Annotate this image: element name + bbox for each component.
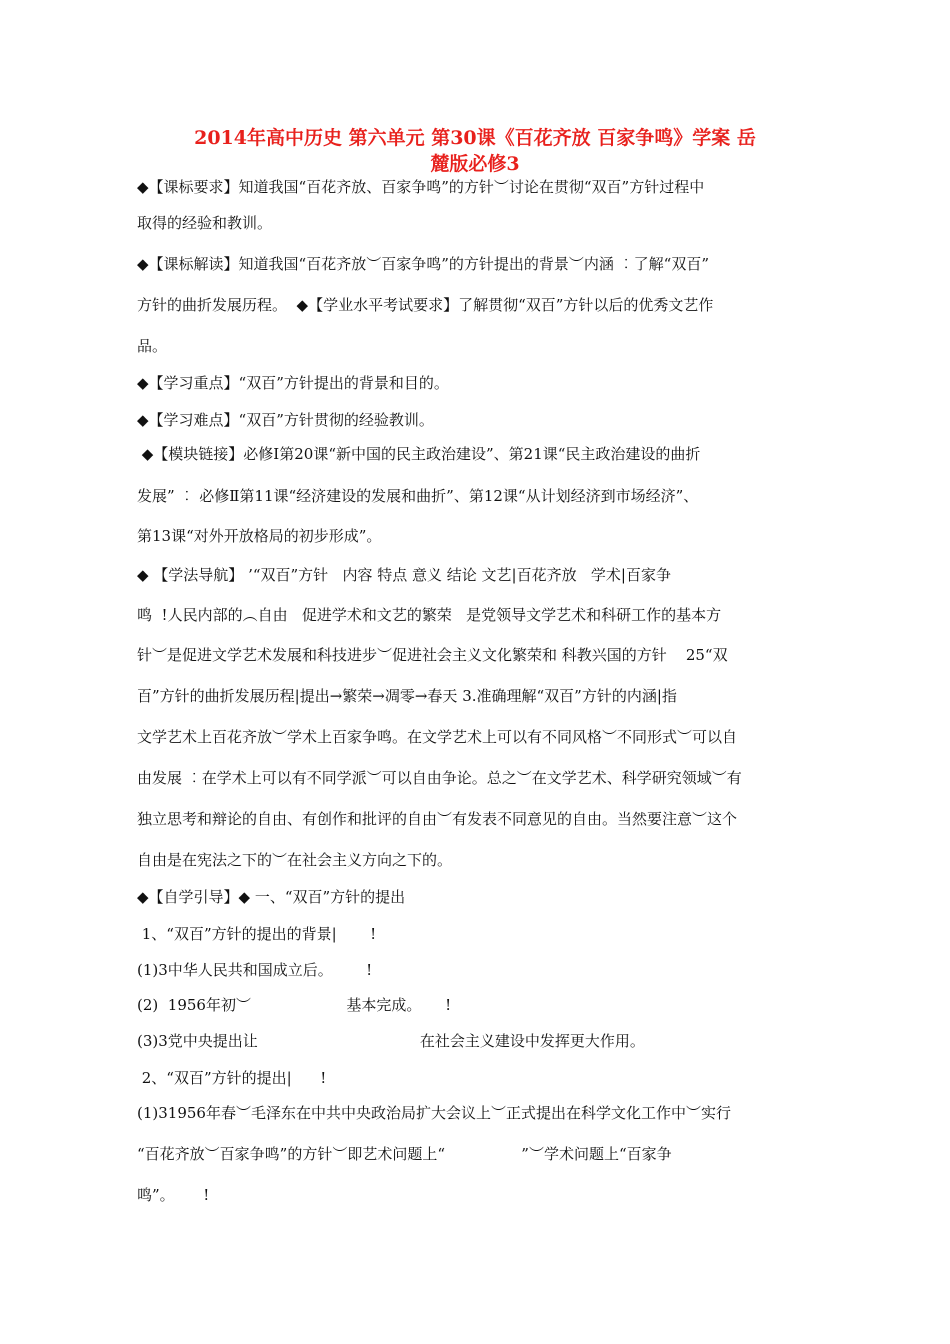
text-line: “百花齐放︶百家争鸣”的方针︶即艺术问题上“ ”︶学术问题上“百家争 xyxy=(137,1145,672,1163)
text-line: ◆【模块链接】必修Ⅰ第20课“新中国的民主政治建设”、第21课“民主政治建设的曲折 xyxy=(137,445,701,463)
text-line: (1)31956年春︶毛泽东在中共中央政治局扩大会议上︶正式提出在科学文化工作中︶实行 xyxy=(137,1104,731,1122)
text-line: 第13课“对外开放格局的初步形成”。 xyxy=(137,527,382,545)
text-line: 取得的经验和教训。 xyxy=(137,214,273,232)
text-line: 鸣”。 ! xyxy=(137,1186,210,1204)
text-line: (2) 1956年初︶ 基本完成。 ! xyxy=(137,996,452,1014)
text-line: 自由是在宪法之下的︶在社会主义方向之下的。 xyxy=(137,851,453,869)
text-line: (3)3党中央提出让 在社会主义建设中发挥更大作用。 xyxy=(137,1032,645,1050)
text-line: 鸣 !人民内部的︵自由 促进学术和文艺的繁荣 是党领导文学艺术和科研工作的基本方 xyxy=(137,606,722,624)
text-line: ◆【学习重点】“双百”方针提出的背景和目的。 xyxy=(137,374,449,392)
text-line: 独立思考和辩论的自由、有创作和批评的自由︶有发表不同意见的自由。当然要注意︶这个 xyxy=(137,810,738,828)
document-title-line-1: 2014年高中历史 第六单元 第30课《百花齐放 百家争鸣》学案 岳 xyxy=(194,127,756,149)
text-line: 文学艺术上百花齐放︶学术上百家争鸣。在文学艺术上可以有不同风格︶不同形式︶可以自 xyxy=(137,728,738,746)
text-line: ◆ 【学法导航】 ’“双百”方针 内容 特点 意义 结论 文艺|百花齐放 学术|百家争 xyxy=(137,566,671,584)
text-line: 由发展 ︰在学术上可以有不同学派︶可以自由争论。总之︶在文学艺术、科学研究领域︶有 xyxy=(137,769,742,787)
text-line: (1)3中华人民共和国成立后。 ! xyxy=(137,961,373,979)
text-line: 1、“双百”方针的提出的背景| ! xyxy=(137,925,377,943)
text-line: 2、“双百”方针的提出| ! xyxy=(137,1069,327,1087)
text-line: 发展” ︰ 必修Ⅱ第11课“经济建设的发展和曲折”、第12课“从计划经济到市场经济”、 xyxy=(137,487,699,505)
text-line: ◆【课标要求】知道我国“百花齐放、百家争鸣”的方针︶讨论在贯彻“双百”方针过程中 xyxy=(137,178,705,196)
text-line: 百”方针的曲折发展历程|提出→繁荣→凋零→春天 3.准确理解“双百”方针的内涵|指 xyxy=(137,687,677,705)
text-line: 品。 xyxy=(137,337,168,355)
text-line: ◆【学习难点】“双百”方针贯彻的经验教训。 xyxy=(137,411,434,429)
text-line: 针︶是促进文学艺术发展和科技进步︶促进社会主义文化繁荣和 科教兴国的方针 25“双 xyxy=(137,646,728,664)
text-line: ◆【课标解读】知道我国“百花齐放︶百家争鸣”的方针提出的背景︶内涵 ︰了解“双百” xyxy=(137,255,709,273)
text-line: ◆【自学引导】◆ 一、“双百”方针的提出 xyxy=(137,888,406,906)
text-line: 方针的曲折发展历程。 ◆【学业水平考试要求】了解贯彻“双百”方针以后的优秀文艺作 xyxy=(137,296,714,314)
document-title-line-2: 麓版必修3 xyxy=(430,153,520,175)
